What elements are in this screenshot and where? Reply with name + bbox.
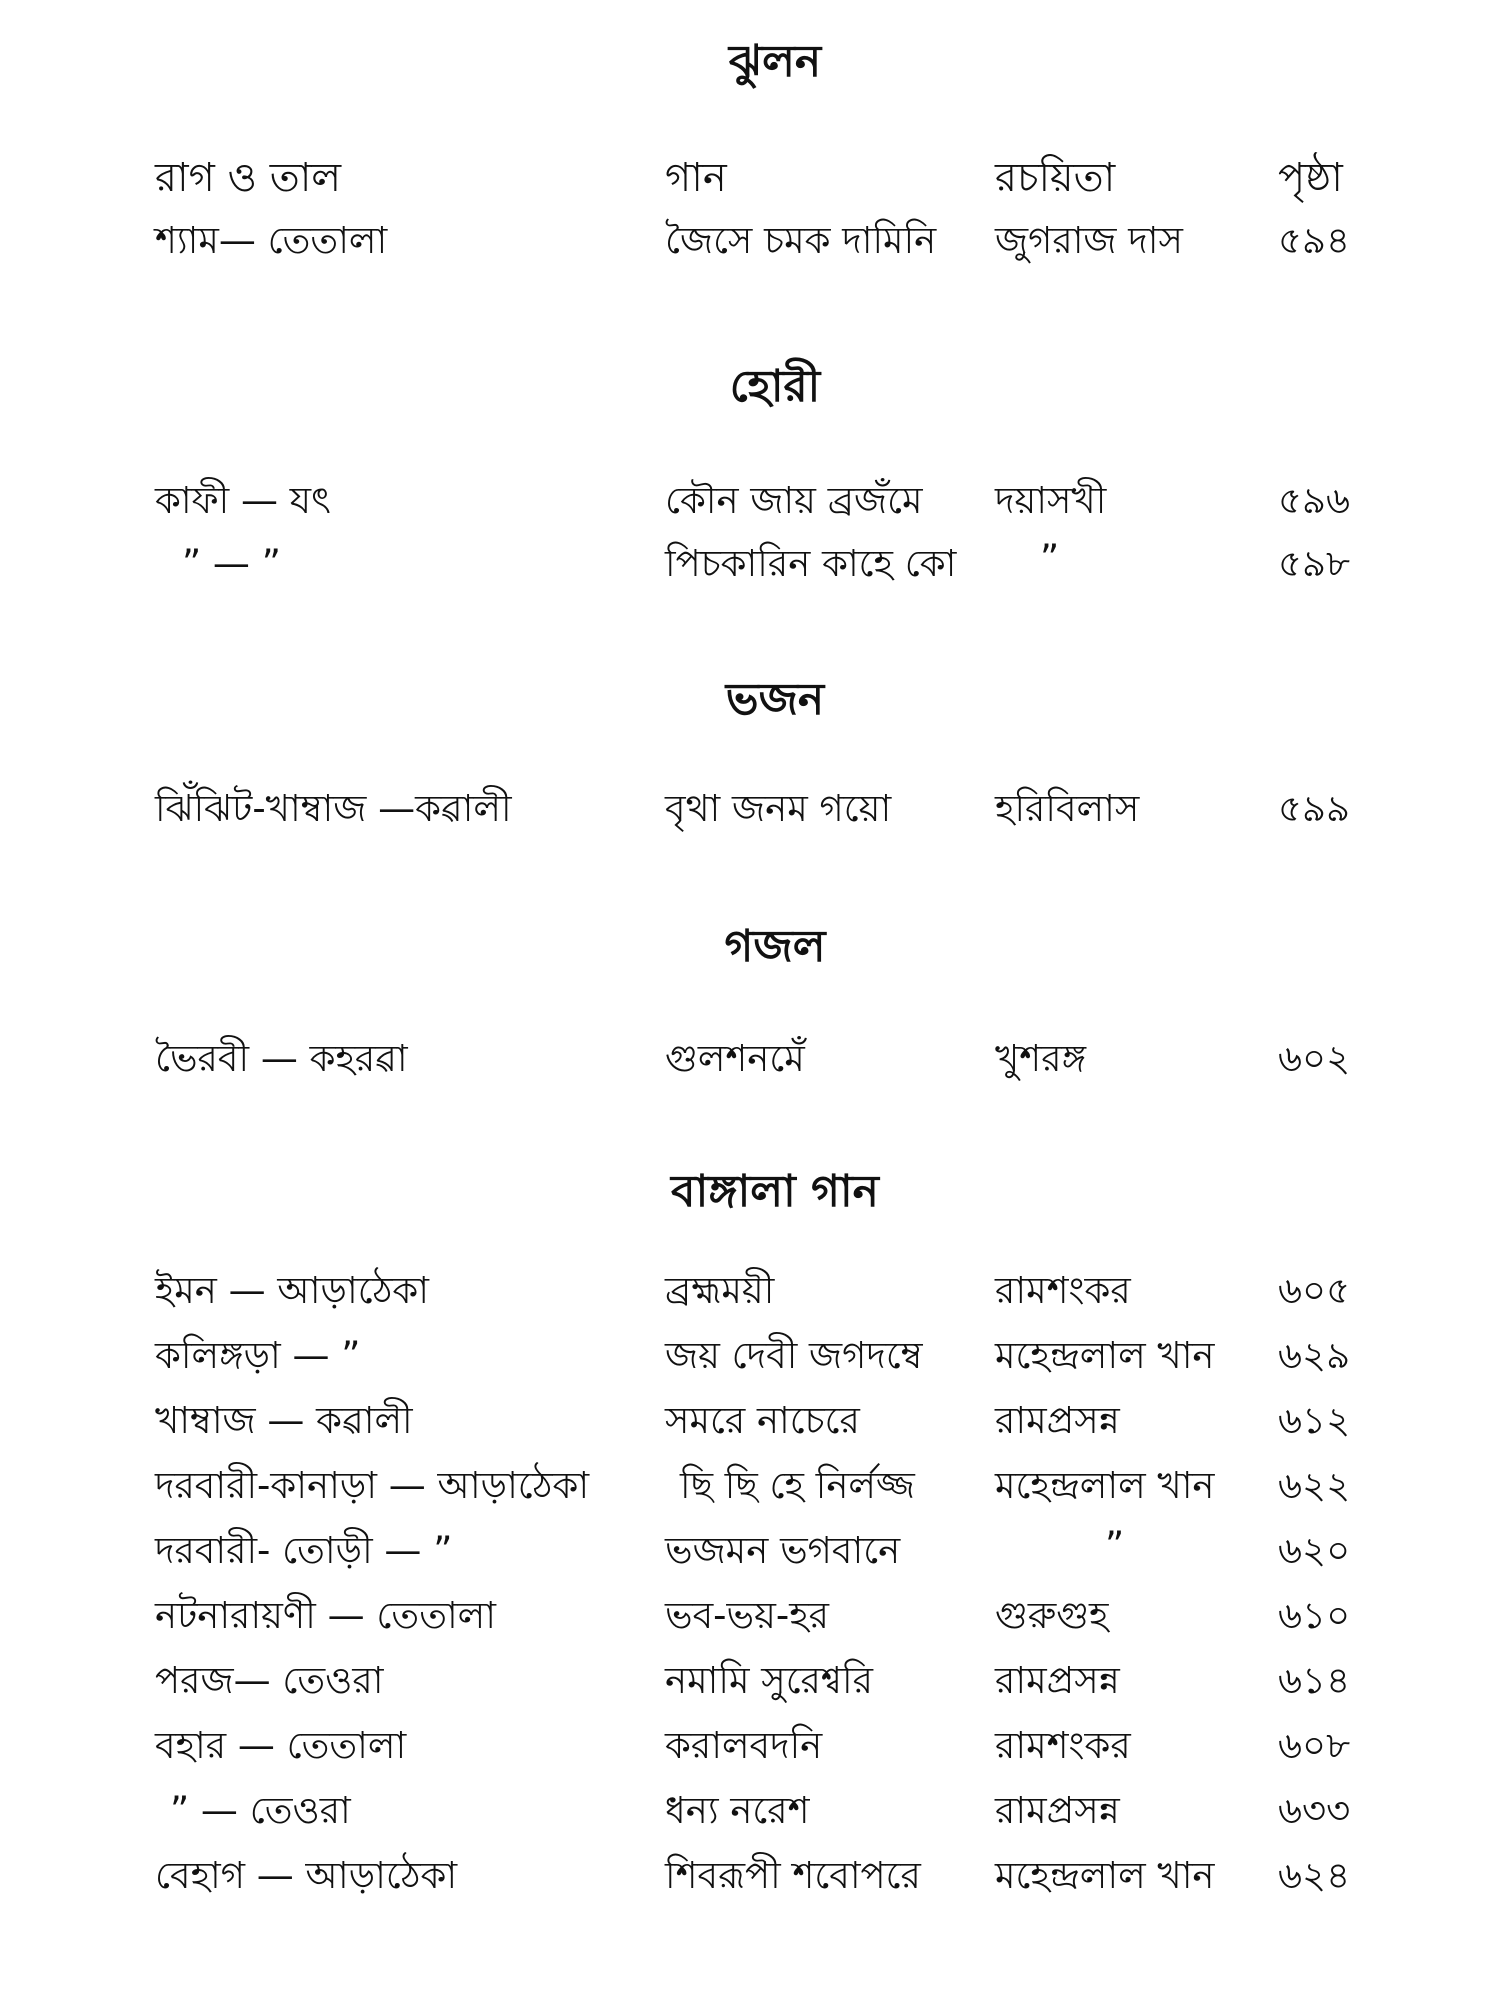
row-page: ৫৯৮ — [1278, 542, 1351, 585]
section-title-ghazal: গজল — [724, 921, 826, 972]
row-raga: বেহাগ — আড়াঠেকা — [155, 1854, 458, 1897]
row-song: পিচকারিন কাহে কো — [665, 542, 957, 585]
row-page: ৬১২ — [1278, 1399, 1351, 1442]
section-title-hori: হোরী — [729, 361, 821, 412]
row-song: জয় দেবী জগদম্বে — [665, 1334, 923, 1377]
row-raga: দরবারী-কানাড়া — আড়াঠেকা — [155, 1464, 590, 1507]
row-raga: নটনারায়ণী — তেতালা — [155, 1594, 496, 1637]
row-page: ৬০৫ — [1278, 1269, 1351, 1312]
column-header-song: গান — [665, 155, 727, 201]
row-raga: বহার — তেতালা — [155, 1724, 407, 1767]
row-composer: রামপ্রসন্ন — [995, 1789, 1120, 1832]
row-raga: ” — তেওরা — [170, 1789, 351, 1832]
row-raga: ” — ” — [182, 542, 281, 585]
row-page: ৬০৮ — [1278, 1724, 1351, 1767]
row-page: ৫৯৪ — [1278, 219, 1351, 262]
row-song: ব্রহ্মময়ী — [665, 1269, 775, 1312]
row-raga: ইমন — আড়াঠেকা — [155, 1269, 429, 1312]
row-page: ৬২২ — [1278, 1464, 1351, 1507]
row-composer: রামশংকর — [995, 1269, 1131, 1312]
row-page: ৬২০ — [1278, 1529, 1351, 1572]
row-page: ৫৯৯ — [1278, 787, 1351, 830]
column-header-composer: রচয়িতা — [995, 155, 1116, 201]
row-song: সমরে নাচেরে — [665, 1399, 860, 1442]
row-raga: শ্যাম— তেতালা — [155, 219, 388, 262]
row-song: ভজমন ভগবানে — [665, 1529, 901, 1572]
section-title-bangala-gaan: বাঙ্গালা গান — [671, 1166, 879, 1217]
row-page: ৬২৪ — [1278, 1854, 1351, 1897]
row-composer: মহেন্দ্রলাল খান — [995, 1464, 1215, 1507]
section-title-bhajan: ভজন — [725, 674, 825, 725]
row-song: করালবদনি — [665, 1724, 823, 1767]
row-page: ৬০২ — [1278, 1037, 1351, 1080]
row-composer: রামপ্রসন্ন — [995, 1399, 1120, 1442]
row-composer: জুগরাজ দাস — [995, 219, 1183, 262]
section-title-jhulan: ঝুলন — [728, 36, 822, 87]
row-composer: হরিবিলাস — [995, 787, 1140, 830]
row-song: ভব-ভয়-হর — [665, 1594, 830, 1637]
row-composer: খুশরঙ্গ — [995, 1037, 1087, 1080]
row-raga: পরজ— তেওরা — [155, 1659, 384, 1702]
row-song: জৈসে চমক দামিনি — [665, 219, 937, 262]
column-header-raga-tala: রাগ ও তাল — [155, 155, 342, 201]
row-song: ধন্য নরেশ — [665, 1789, 810, 1832]
row-song: গুলশনমেঁ — [665, 1037, 805, 1080]
row-raga: ঝিঁঝিট-খাম্বাজ —কৱালী — [155, 787, 512, 830]
row-song: নমামি সুরেশ্বরি — [665, 1659, 873, 1702]
row-raga: খাম্বাজ — কৱালী — [155, 1399, 413, 1442]
row-page: ৫৯৬ — [1278, 479, 1351, 522]
row-raga: কলিঙ্গড়া — ” — [155, 1334, 361, 1377]
row-page: ৬১৪ — [1278, 1659, 1351, 1702]
row-composer: ” — [1105, 1524, 1125, 1567]
row-song: শিবরূপী শবোপরে — [665, 1854, 921, 1897]
row-composer: গুরুগুহ — [995, 1594, 1109, 1637]
row-composer: মহেন্দ্রলাল খান — [995, 1854, 1215, 1897]
row-raga: দরবারী- তোড়ী — ” — [155, 1529, 453, 1572]
row-composer: ” — [1040, 537, 1060, 580]
row-composer: রামশংকর — [995, 1724, 1131, 1767]
row-page: ৬১০ — [1278, 1594, 1351, 1637]
row-composer: মহেন্দ্রলাল খান — [995, 1334, 1215, 1377]
row-page: ৬২৯ — [1278, 1334, 1351, 1377]
row-song: বৃথা জনম গয়ো — [665, 787, 892, 830]
row-page: ৬৩৩ — [1278, 1789, 1351, 1832]
row-song: ছি ছি হে নির্লজ্জ — [680, 1464, 915, 1507]
row-raga: ভৈরবী — কহরৱা — [155, 1037, 408, 1080]
row-composer: রামপ্রসন্ন — [995, 1659, 1120, 1702]
row-composer: দয়াসখী — [995, 479, 1107, 522]
row-raga: কাফী — যৎ — [155, 479, 331, 522]
column-header-page: পৃষ্ঠা — [1278, 155, 1343, 201]
row-song: কৌন জায় ব্রজঁমে — [665, 479, 923, 522]
